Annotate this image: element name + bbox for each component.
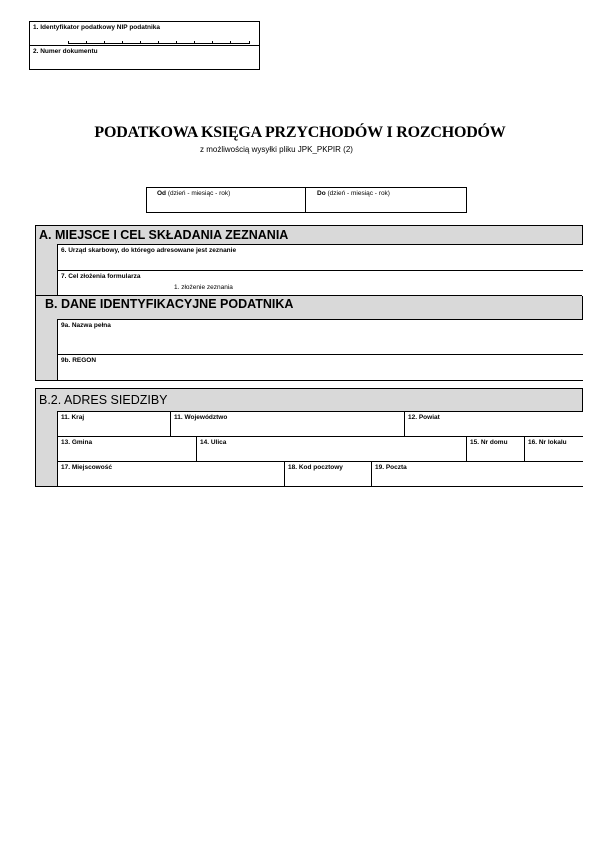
field-9a-full-name[interactable]	[57, 319, 583, 355]
field-ulica[interactable]	[196, 436, 467, 462]
powiat-label: 12. Powiat	[408, 414, 440, 421]
wojewodztwo-label: 11. Województwo	[174, 414, 228, 421]
field-miejscowosc[interactable]	[57, 461, 285, 486]
kod-pocztowy-label: 18. Kod pocztowy	[288, 464, 343, 471]
field-6-label: 6. Urząd skarbowy, do którego adresowane jest zeznanie	[61, 247, 237, 254]
nip-digit-ticks	[68, 41, 250, 44]
field-nr-domu[interactable]	[466, 436, 525, 462]
field-wojewodztwo[interactable]	[170, 411, 405, 437]
page-subtitle: z możliwością wysyłki pliku JPK_PKPIR (2)	[200, 145, 353, 154]
field-6-tax-office[interactable]	[57, 244, 583, 271]
period-from-caption: Od (dzień - miesiąc - rok)	[157, 190, 231, 197]
nr-lokalu-label: 16. Nr lokalu	[528, 439, 567, 446]
nip-field[interactable]	[30, 22, 259, 46]
field-7-purpose[interactable]	[57, 270, 583, 296]
section-b2-title: B.2. ADRES SIEDZIBY	[39, 393, 168, 407]
field-9b-regon[interactable]	[57, 354, 583, 380]
field-7-value: 1. złożenie zeznania	[174, 284, 233, 291]
section-a-b-frame	[35, 225, 583, 381]
kraj-label: 11. Kraj	[61, 414, 85, 421]
field-kraj[interactable]	[57, 411, 171, 437]
section-a-title: A. MIEJSCE I CEL SKŁADANIA ZEZNANIA	[39, 228, 289, 242]
nr-domu-label: 15. Nr domu	[470, 439, 508, 446]
section-b-title: B. DANE IDENTYFIKACYJNE PODATNIKA	[45, 297, 294, 311]
period-to-caption: Do (dzień - miesiąc - rok)	[317, 190, 390, 197]
field-powiat[interactable]	[404, 411, 583, 437]
identification-box	[29, 21, 260, 70]
gmina-label: 13. Gmina	[61, 439, 93, 446]
period-to-field[interactable]	[307, 188, 466, 212]
document-number-label: 2. Numer dokumentu	[33, 48, 98, 55]
section-b-header	[36, 295, 582, 319]
field-7-label: 7. Cel złożenia formularza	[61, 273, 141, 280]
poczta-label: 19. Poczta	[375, 464, 407, 471]
field-nr-lokalu[interactable]	[524, 436, 583, 462]
field-9a-label: 9a. Nazwa pełna	[61, 322, 111, 329]
miejscowosc-label: 17. Miejscowość	[61, 464, 112, 471]
field-gmina[interactable]	[57, 436, 197, 462]
section-b2-frame	[35, 388, 583, 487]
document-number-field[interactable]	[30, 46, 259, 69]
field-poczta[interactable]	[371, 461, 583, 486]
period-from-field[interactable]	[147, 188, 306, 212]
ulica-label: 14. Ulica	[200, 439, 227, 446]
page-title: PODATKOWA KSIĘGA PRZYCHODÓW I ROZCHODÓW	[94, 124, 506, 141]
field-9b-label: 9b. REGON	[61, 357, 97, 364]
period-box	[146, 187, 467, 213]
nip-label: 1. Identyfikator podatkowy NIP podatnika	[33, 24, 161, 31]
field-kod-pocztowy[interactable]	[284, 461, 372, 486]
